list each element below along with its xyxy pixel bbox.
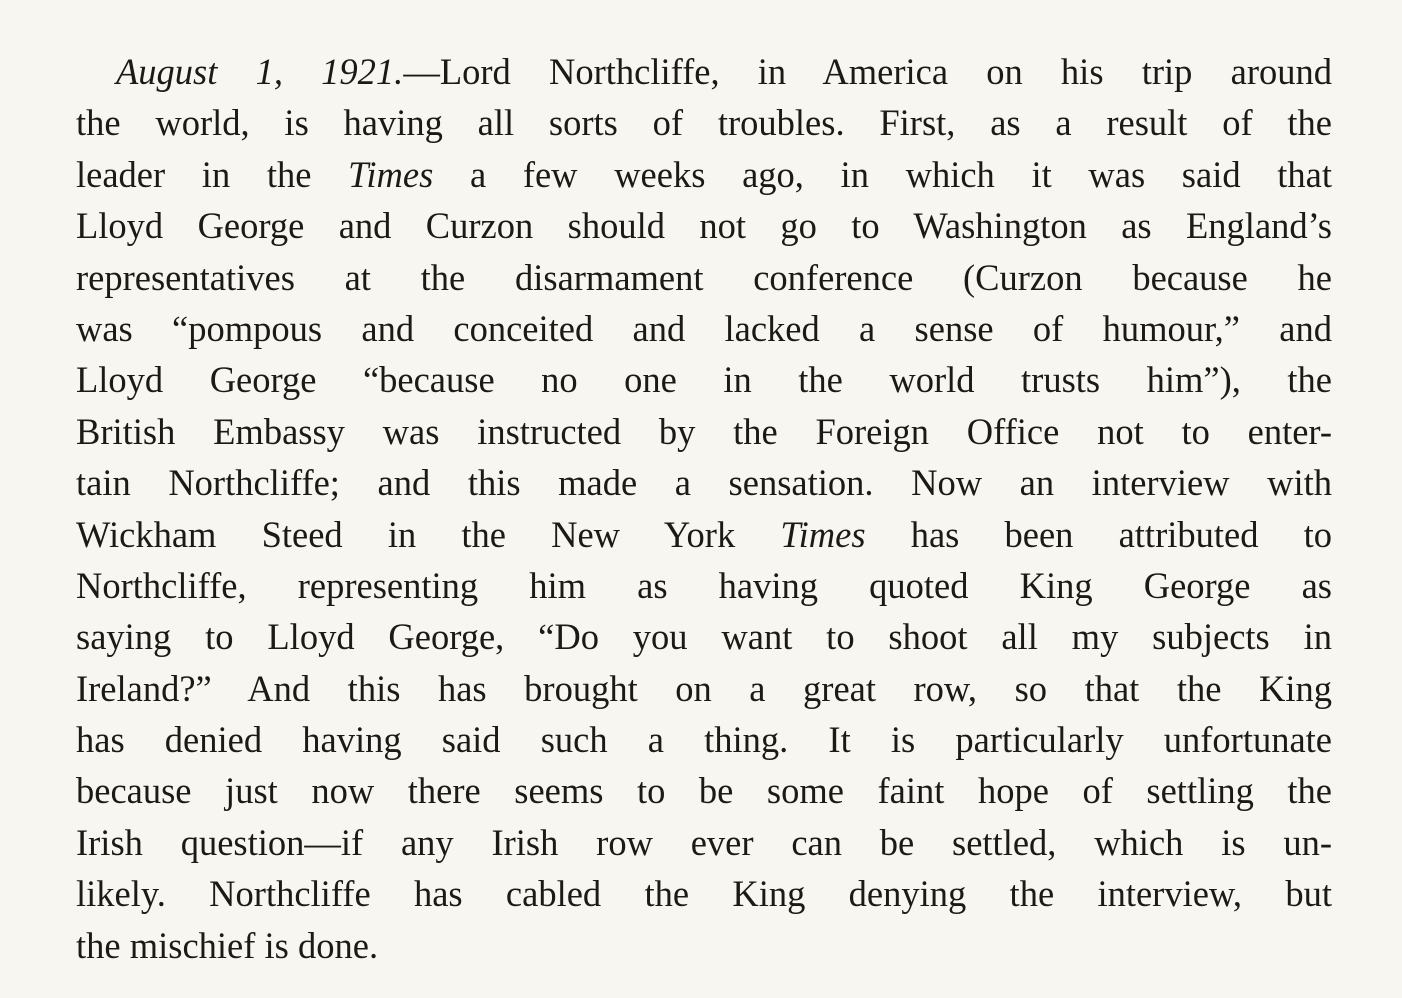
text-segment: was “pompous and conceited and lacked a sense of humour,” and — [76, 307, 1332, 349]
text-line — [76, 509, 1332, 560]
text-line — [76, 611, 1332, 662]
text-line — [76, 765, 1332, 816]
text-segment: has been attributed to — [865, 513, 1332, 555]
text-segment: the mischief is done. — [76, 924, 379, 966]
text-segment: the world, is having all sorts of troubles. First, as a result of the — [76, 102, 1332, 144]
text-line — [76, 200, 1332, 251]
text-segment: representatives at the disarmament conference (Curzon because he — [76, 256, 1332, 298]
text-line — [76, 560, 1332, 611]
text-line — [76, 457, 1332, 508]
text-line — [76, 714, 1332, 765]
text-segment: —Lord Northcliffe, in America on his trip around — [403, 51, 1332, 92]
text-segment: British Embassy was instructed by the Foreign Office not to enter- — [76, 410, 1332, 452]
text-line — [76, 868, 1332, 919]
text-segment: Wickham Steed in the New York — [76, 513, 781, 555]
text-segment: Northcliffe, representing him as having quoted King George as — [76, 564, 1332, 606]
text-segment: leader in the — [76, 153, 349, 195]
text-line — [76, 46, 1332, 97]
text-segment: has denied having said such a thing. It is particularly unfortunate — [76, 719, 1332, 761]
text-line — [76, 817, 1332, 868]
newspaper-title: Times — [780, 513, 866, 555]
text-segment: Lloyd George and Curzon should not go to Washington as England’s — [76, 205, 1332, 247]
text-segment: a few weeks ago, in which it was said that — [433, 153, 1332, 195]
diary-entry-paragraph — [76, 46, 1332, 971]
text-segment: Ireland?” And this has brought on a great row, so that the King — [76, 667, 1332, 709]
text-segment: tain Northcliffe; and this made a sensation. Now an interview with — [76, 462, 1332, 504]
text-line — [76, 920, 1332, 971]
text-segment: because just now there seems to be some faint hope of settling the — [76, 770, 1332, 812]
text-line — [76, 406, 1332, 457]
text-segment: Irish question—if any Irish row ever can be settled, which is un- — [76, 821, 1332, 863]
text-line — [76, 354, 1332, 405]
text-segment: likely. Northcliffe has cabled the King denying the interview, but — [76, 873, 1332, 915]
text-line — [76, 303, 1332, 354]
text-line — [76, 663, 1332, 714]
text-line — [76, 149, 1332, 200]
text-segment: Lloyd George “because no one in the world trusts him”), the — [76, 359, 1332, 401]
newspaper-title: Times — [348, 153, 434, 195]
entry-date: August 1, 1921. — [116, 51, 404, 92]
text-line — [76, 97, 1332, 148]
text-segment: saying to Lloyd George, “Do you want to shoot all my subjects in — [76, 616, 1332, 658]
text-line — [76, 252, 1332, 303]
